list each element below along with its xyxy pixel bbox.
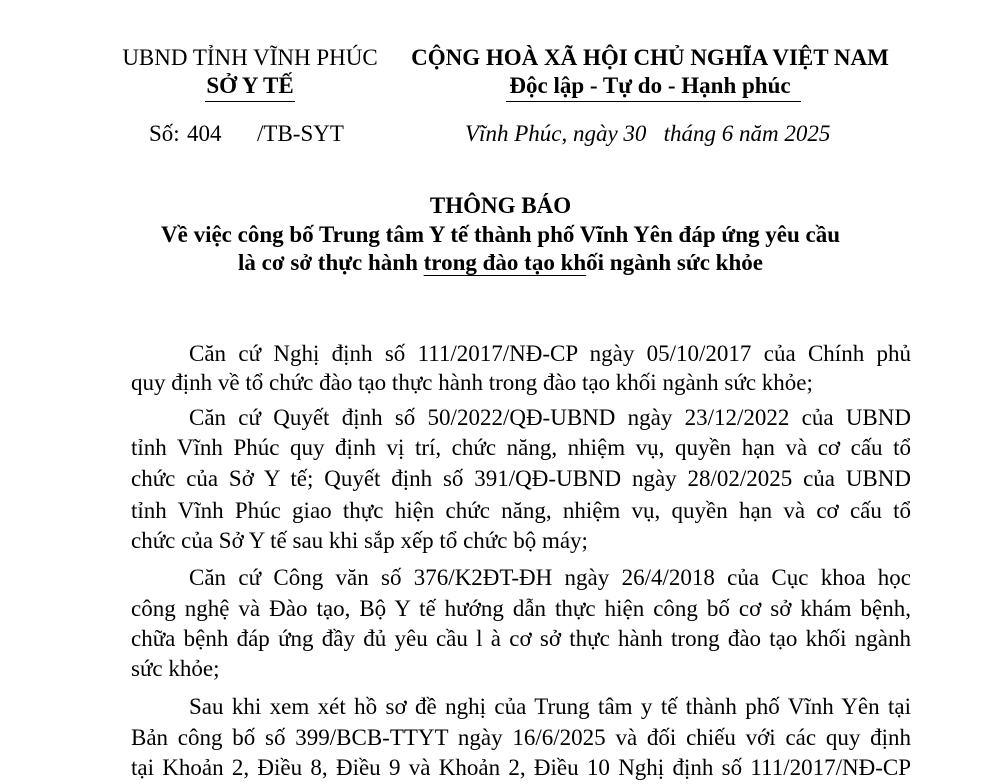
p2-line-1: Căn cứ Quyết định số 50/2022/QĐ-UBND ngày 23/12/2022 của UBND bbox=[189, 405, 911, 430]
p3-line-2: công nghệ và Đào tạo, Bộ Y tế hướng dẫn thực hiện công bố cơ sở khám bệnh, bbox=[131, 596, 911, 621]
doc-number: 404 bbox=[187, 121, 222, 146]
p2-line-2: tỉnh Vĩnh Phúc quy định vị trí, chức năng, nhiệm vụ, quyền hạn và cơ cấu tổ bbox=[131, 435, 911, 460]
subject-part-a: là cơ sở thực hành bbox=[238, 250, 424, 275]
p4-line-3: tại Khoản 2, Điều 8, Điều 9 và Khoản 2, Điều 10 Nghị định số 111/2017/NĐ-CP bbox=[131, 755, 911, 780]
doc-number-prefix: Số: bbox=[149, 121, 180, 146]
agency-underline bbox=[205, 101, 295, 102]
agency-parent: UBND TỈNH VĨNH PHÚC bbox=[122, 45, 378, 70]
p2-line-5: chức của Sở Y tế sau khi sắp xếp tổ chức bộ máy; bbox=[131, 528, 588, 553]
p2-line-3: chức của Sở Y tế; Quyết định số 391/QĐ-UBND ngày 28/02/2025 của UBND bbox=[131, 466, 911, 491]
p1-line-1: Căn cứ Nghị định số 111/2017/NĐ-CP ngày 05/10/2017 của Chính phủ bbox=[189, 341, 911, 366]
p3-line-3: chữa bệnh đáp ứng đầy đủ yêu cầu l à cơ sở thực hành trong đào tạo khối ngành bbox=[131, 626, 911, 651]
motto-underline bbox=[506, 101, 801, 102]
subject-line-2 bbox=[0, 250, 1001, 276]
subject-part-c: ối ngành sức khỏe bbox=[586, 250, 763, 275]
country-name: CỘNG HOÀ XÃ HỘI CHỦ NGHĨA VIỆT NAM bbox=[411, 45, 889, 70]
place-date: Vĩnh Phúc, ngày 30 tháng 6 năm 2025 bbox=[465, 121, 831, 146]
agency-name: SỞ Y TẾ bbox=[206, 73, 294, 98]
doc-code: /TB-SYT bbox=[257, 121, 344, 146]
p4-line-1: Sau khi xem xét hồ sơ đề nghị của Trung tâm y tế thành phố Vĩnh Yên tại bbox=[189, 694, 911, 719]
national-motto: Độc lập - Tự do - Hạnh phúc bbox=[509, 73, 791, 98]
p3-line-4: sức khỏe; bbox=[131, 656, 220, 681]
p4-line-2: Bản công bố số 399/BCB-TTYT ngày 16/6/2025 và đối chiếu với các quy định bbox=[131, 725, 911, 750]
doc-type: THÔNG BÁO bbox=[429, 193, 572, 218]
p3-line-1: Căn cứ Công văn số 376/K2ĐT-ĐH ngày 26/4/2018 của Cục khoa học bbox=[189, 565, 911, 590]
subject-line-1: Về việc công bố Trung tâm Y tế thành phố Vĩnh Yên đáp ứng yêu cầu bbox=[161, 222, 840, 247]
p2-line-4: tỉnh Vĩnh Phúc giao thực hiện chức năng, nhiệm vụ, quyền hạn và cơ cấu tổ bbox=[131, 498, 911, 523]
subject-part-underlined: trong đào tạo kh bbox=[423, 250, 587, 275]
p1-line-2: quy định về tổ chức đào tạo thực hành trong đào tạo khối ngành sức khỏe; bbox=[131, 370, 813, 395]
